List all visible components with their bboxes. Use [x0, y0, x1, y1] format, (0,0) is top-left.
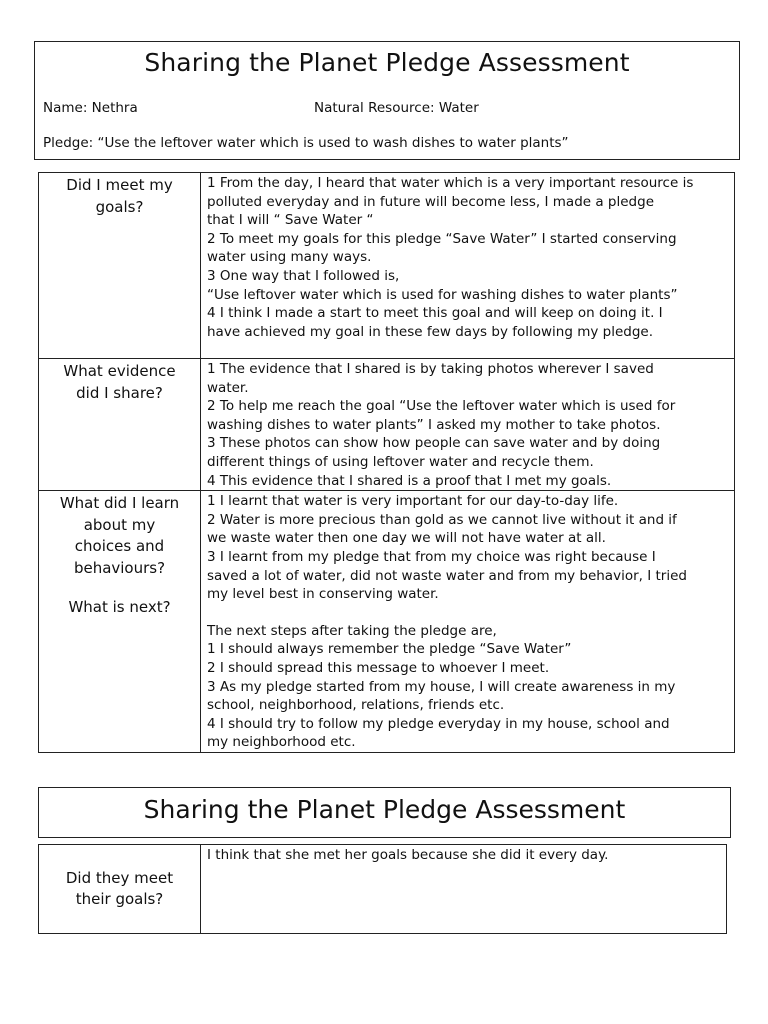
peer-assessment-header — [38, 787, 731, 838]
student-name: Name: Nethra — [43, 100, 138, 116]
self-assessment-table — [38, 172, 735, 753]
table-row — [39, 845, 727, 934]
peer-assessment-title: Sharing the Planet Pledge Assessment — [143, 795, 626, 824]
table-row — [39, 491, 735, 753]
peer-assessment-table — [38, 844, 727, 934]
answer-they-meet-goals: I think that she met her goals because she did it every day. — [201, 845, 727, 934]
question-meet-goals: Did I meet my goals? — [39, 173, 201, 359]
answer-evidence: 1 The evidence that I shared is by taking photos wherever I saved water. 2 To help me reach the goal “Use the leftover water which is used for washing dishes to water plants” I asked my mother to take photos. 3 These photos can show how people can save water and by doing different things of using leftover water and recycle them. 4 This evidence that I shared is a proof that I met my goals. — [201, 359, 735, 491]
spacer — [207, 604, 730, 622]
table-row — [39, 359, 735, 491]
question-learn-and-next: What did I learn about my choices and behaviours? What is next? — [39, 491, 201, 753]
assessment-header — [34, 41, 740, 160]
question-they-meet-goals: Did they meet their goals? — [39, 845, 201, 934]
page-title: Sharing the Planet Pledge Assessment — [144, 48, 630, 77]
table-row — [39, 173, 735, 359]
pledge-statement: Pledge: “Use the leftover water which is used to wash dishes to water plants” — [43, 135, 569, 151]
answer-learn-and-next: 1 I learnt that water is very important for our day-to-day life. 2 Water is more precious than gold as we cannot live without it and if we waste water then one day we will not have water at all. 3 I learnt from my pledge that from my choice was right because I saved a lot of water, did not waste water and from my behavior, I tried my level best in conserving water. The next steps after taking the pledge are, 1 I should always remember the pledge “Save Water” 2 I should spread this message to whoever I meet. 3 As my pledge started from my house, I will create awareness in my school, neighborhood, relations, friends etc. 4 I should try to follow my pledge everyday in my house, school and my neighborhood etc. — [201, 491, 735, 753]
answer-meet-goals: 1 From the day, I heard that water which is a very important resource is polluted everyday and in future will become less, I made a pledge that I will “ Save Water “ 2 To meet my goals for this pledge “Save Water” I started conserving water using many ways. 3 One way that I followed is, “Use leftover water which is used for washing dishes to water plants” 4 I think I made a start to meet this goal and will keep on doing it. I have achieved my goal in these few days by following my pledge. — [201, 173, 735, 359]
question-what-next: What is next? — [68, 598, 171, 617]
question-evidence: What evidence did I share? — [39, 359, 201, 491]
spacer — [43, 579, 196, 597]
natural-resource: Natural Resource: Water — [314, 100, 479, 116]
